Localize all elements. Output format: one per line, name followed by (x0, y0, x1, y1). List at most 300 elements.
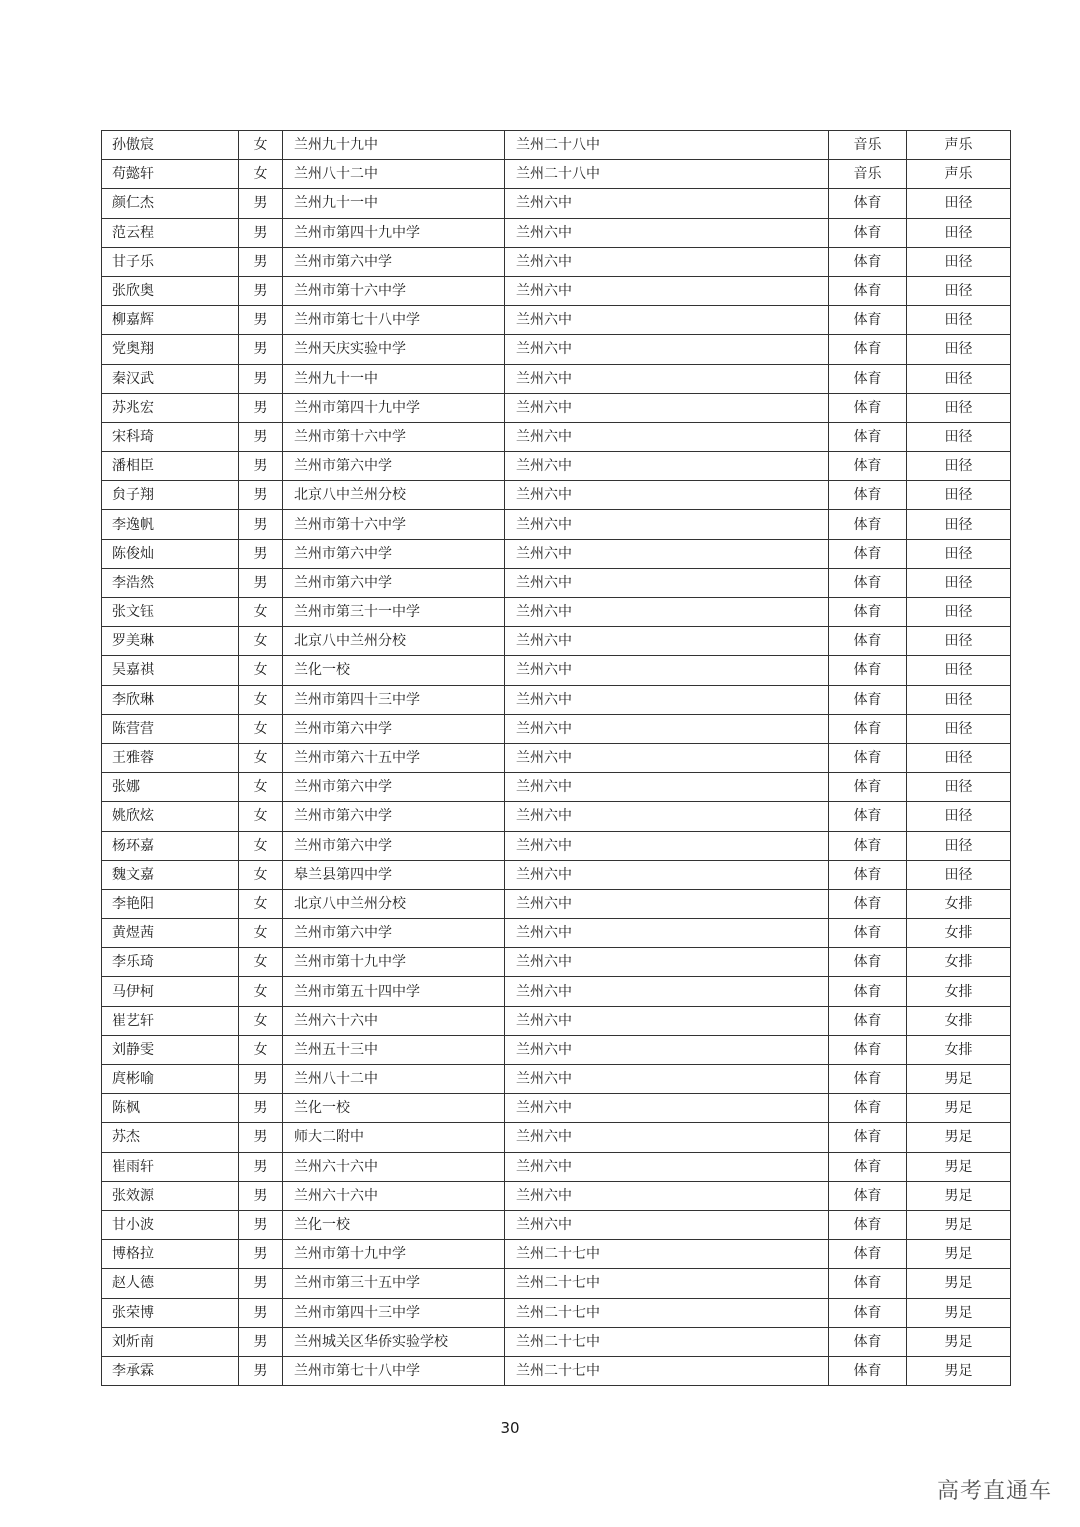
student-name-cell: 甘子乐 (102, 247, 239, 276)
table-row (102, 627, 1011, 656)
table-row (102, 131, 1011, 160)
admitted-school-cell: 兰州六中 (505, 452, 829, 481)
gender-cell: 男 (239, 189, 283, 218)
category-cell: 体育 (829, 1240, 907, 1269)
student-name-cell: 崔艺轩 (102, 1006, 239, 1035)
specialty-cell: 田径 (907, 539, 1011, 568)
gender-cell: 男 (239, 247, 283, 276)
student-name-cell: 李乐琦 (102, 948, 239, 977)
specialty-cell: 田径 (907, 598, 1011, 627)
table-row (102, 510, 1011, 539)
specialty-cell: 田径 (907, 247, 1011, 276)
gender-cell: 男 (239, 1269, 283, 1298)
table-row (102, 802, 1011, 831)
category-cell: 体育 (829, 539, 907, 568)
category-cell: 体育 (829, 977, 907, 1006)
gender-cell: 女 (239, 598, 283, 627)
original-school-cell: 北京八中兰州分校 (283, 481, 505, 510)
table-row (102, 919, 1011, 948)
specialty-cell: 田径 (907, 714, 1011, 743)
student-name-cell: 张文钰 (102, 598, 239, 627)
student-name-cell: 赵人德 (102, 1269, 239, 1298)
category-cell: 体育 (829, 452, 907, 481)
category-cell: 音乐 (829, 131, 907, 160)
gender-cell: 女 (239, 627, 283, 656)
original-school-cell: 兰州九十一中 (283, 364, 505, 393)
gender-cell: 女 (239, 1035, 283, 1064)
category-cell: 体育 (829, 393, 907, 422)
original-school-cell: 兰州八十二中 (283, 1065, 505, 1094)
table-row (102, 218, 1011, 247)
specialty-cell: 女排 (907, 1006, 1011, 1035)
table-row (102, 1065, 1011, 1094)
original-school-cell: 兰州市第七十八中学 (283, 306, 505, 335)
table-row (102, 1210, 1011, 1239)
original-school-cell: 兰州市第十九中学 (283, 1240, 505, 1269)
specialty-cell: 男足 (907, 1269, 1011, 1298)
admitted-school-cell: 兰州六中 (505, 773, 829, 802)
original-school-cell: 兰州市第六中学 (283, 568, 505, 597)
category-cell: 体育 (829, 919, 907, 948)
table-row (102, 276, 1011, 305)
table-row (102, 714, 1011, 743)
original-school-cell: 兰州六十六中 (283, 1152, 505, 1181)
admitted-school-cell: 兰州六中 (505, 1035, 829, 1064)
student-name-cell: 张娜 (102, 773, 239, 802)
student-name-cell: 张荣博 (102, 1298, 239, 1327)
gender-cell: 女 (239, 860, 283, 889)
student-name-cell: 苏杰 (102, 1123, 239, 1152)
specialty-cell: 男足 (907, 1123, 1011, 1152)
admitted-school-cell: 兰州六中 (505, 422, 829, 451)
student-table (101, 130, 1011, 1386)
student-name-cell: 颜仁杰 (102, 189, 239, 218)
admitted-school-cell: 兰州六中 (505, 598, 829, 627)
specialty-cell: 田径 (907, 743, 1011, 772)
gender-cell: 女 (239, 131, 283, 160)
gender-cell: 男 (239, 1240, 283, 1269)
specialty-cell: 声乐 (907, 160, 1011, 189)
original-school-cell: 兰州九十一中 (283, 189, 505, 218)
gender-cell: 女 (239, 977, 283, 1006)
student-name-cell: 苏兆宏 (102, 393, 239, 422)
category-cell: 体育 (829, 1356, 907, 1385)
gender-cell: 男 (239, 1327, 283, 1356)
student-name-cell: 杨环嘉 (102, 831, 239, 860)
table-row (102, 1356, 1011, 1385)
gender-cell: 女 (239, 656, 283, 685)
original-school-cell: 兰化一校 (283, 656, 505, 685)
original-school-cell: 北京八中兰州分校 (283, 889, 505, 918)
table-row (102, 1240, 1011, 1269)
original-school-cell: 兰州市第十九中学 (283, 948, 505, 977)
table-row (102, 364, 1011, 393)
specialty-cell: 男足 (907, 1356, 1011, 1385)
category-cell: 体育 (829, 218, 907, 247)
original-school-cell: 兰州市第四十三中学 (283, 685, 505, 714)
admitted-school-cell: 兰州六中 (505, 919, 829, 948)
gender-cell: 男 (239, 568, 283, 597)
specialty-cell: 女排 (907, 948, 1011, 977)
admitted-school-cell: 兰州六中 (505, 276, 829, 305)
student-name-cell: 贠子翔 (102, 481, 239, 510)
admitted-school-cell: 兰州六中 (505, 714, 829, 743)
specialty-cell: 田径 (907, 393, 1011, 422)
student-name-cell: 苟懿轩 (102, 160, 239, 189)
gender-cell: 男 (239, 276, 283, 305)
category-cell: 体育 (829, 743, 907, 772)
gender-cell: 女 (239, 685, 283, 714)
student-name-cell: 党奥翔 (102, 335, 239, 364)
admitted-school-cell: 兰州六中 (505, 656, 829, 685)
gender-cell: 男 (239, 481, 283, 510)
gender-cell: 女 (239, 773, 283, 802)
student-name-cell: 魏文嘉 (102, 860, 239, 889)
admitted-school-cell: 兰州六中 (505, 335, 829, 364)
table-row (102, 1298, 1011, 1327)
table-row (102, 481, 1011, 510)
original-school-cell: 皋兰县第四中学 (283, 860, 505, 889)
table-body (102, 131, 1011, 1386)
student-name-cell: 张效源 (102, 1181, 239, 1210)
original-school-cell: 兰州市第十六中学 (283, 276, 505, 305)
original-school-cell: 北京八中兰州分校 (283, 627, 505, 656)
gender-cell: 男 (239, 218, 283, 247)
specialty-cell: 田径 (907, 685, 1011, 714)
category-cell: 体育 (829, 773, 907, 802)
gender-cell: 女 (239, 889, 283, 918)
category-cell: 体育 (829, 189, 907, 218)
student-name-cell: 李承霖 (102, 1356, 239, 1385)
original-school-cell: 兰州市第六中学 (283, 831, 505, 860)
gender-cell: 女 (239, 802, 283, 831)
original-school-cell: 兰州市第六中学 (283, 247, 505, 276)
student-name-cell: 黄煜茜 (102, 919, 239, 948)
gender-cell: 女 (239, 160, 283, 189)
category-cell: 体育 (829, 422, 907, 451)
table-row (102, 160, 1011, 189)
admitted-school-cell: 兰州六中 (505, 364, 829, 393)
table-row (102, 860, 1011, 889)
admitted-school-cell: 兰州二十七中 (505, 1298, 829, 1327)
student-name-cell: 马伊柯 (102, 977, 239, 1006)
gender-cell: 男 (239, 335, 283, 364)
specialty-cell: 田径 (907, 627, 1011, 656)
category-cell: 体育 (829, 1094, 907, 1123)
category-cell: 体育 (829, 1298, 907, 1327)
admitted-school-cell: 兰州六中 (505, 393, 829, 422)
table-row (102, 1181, 1011, 1210)
gender-cell: 男 (239, 1152, 283, 1181)
student-name-cell: 崔雨轩 (102, 1152, 239, 1181)
category-cell: 体育 (829, 276, 907, 305)
gender-cell: 男 (239, 1298, 283, 1327)
admitted-school-cell: 兰州六中 (505, 189, 829, 218)
specialty-cell: 女排 (907, 1035, 1011, 1064)
specialty-cell: 田径 (907, 364, 1011, 393)
admitted-school-cell: 兰州六中 (505, 1065, 829, 1094)
table-row (102, 1269, 1011, 1298)
student-name-cell: 陈营营 (102, 714, 239, 743)
student-name-cell: 柳嘉辉 (102, 306, 239, 335)
category-cell: 体育 (829, 831, 907, 860)
admitted-school-cell: 兰州六中 (505, 977, 829, 1006)
original-school-cell: 兰州八十二中 (283, 160, 505, 189)
admitted-school-cell: 兰州六中 (505, 510, 829, 539)
admitted-school-cell: 兰州二十八中 (505, 160, 829, 189)
student-name-cell: 张欣奥 (102, 276, 239, 305)
student-name-cell: 陈俊灿 (102, 539, 239, 568)
original-school-cell: 兰州六十六中 (283, 1181, 505, 1210)
original-school-cell: 兰州市第六中学 (283, 452, 505, 481)
original-school-cell: 兰州市第四十九中学 (283, 393, 505, 422)
student-name-cell: 王雅蓉 (102, 743, 239, 772)
admitted-school-cell: 兰州六中 (505, 948, 829, 977)
category-cell: 体育 (829, 1327, 907, 1356)
category-cell: 体育 (829, 568, 907, 597)
table-row (102, 1152, 1011, 1181)
original-school-cell: 兰化一校 (283, 1094, 505, 1123)
gender-cell: 女 (239, 948, 283, 977)
table-row (102, 1327, 1011, 1356)
admitted-school-cell: 兰州二十七中 (505, 1269, 829, 1298)
category-cell: 体育 (829, 948, 907, 977)
admitted-school-cell: 兰州六中 (505, 1181, 829, 1210)
table-row (102, 773, 1011, 802)
student-name-cell: 甘小波 (102, 1210, 239, 1239)
watermark: 高考直通车 (936, 1479, 1052, 1504)
original-school-cell: 兰州市第六中学 (283, 919, 505, 948)
table-row (102, 539, 1011, 568)
specialty-cell: 男足 (907, 1298, 1011, 1327)
original-school-cell: 兰州城关区华侨实验学校 (283, 1327, 505, 1356)
student-name-cell: 吴嘉祺 (102, 656, 239, 685)
admitted-school-cell: 兰州六中 (505, 1006, 829, 1035)
category-cell: 体育 (829, 1269, 907, 1298)
category-cell: 体育 (829, 247, 907, 276)
student-name-cell: 姚欣炫 (102, 802, 239, 831)
category-cell: 音乐 (829, 160, 907, 189)
specialty-cell: 田径 (907, 802, 1011, 831)
student-name-cell: 陈枫 (102, 1094, 239, 1123)
category-cell: 体育 (829, 889, 907, 918)
admitted-school-cell: 兰州六中 (505, 831, 829, 860)
table-row (102, 422, 1011, 451)
table-row (102, 568, 1011, 597)
specialty-cell: 女排 (907, 889, 1011, 918)
specialty-cell: 田径 (907, 481, 1011, 510)
table-row (102, 831, 1011, 860)
original-school-cell: 兰州市第四十九中学 (283, 218, 505, 247)
admitted-school-cell: 兰州六中 (505, 481, 829, 510)
admitted-school-cell: 兰州六中 (505, 802, 829, 831)
gender-cell: 男 (239, 452, 283, 481)
table-row (102, 335, 1011, 364)
specialty-cell: 男足 (907, 1152, 1011, 1181)
specialty-cell: 田径 (907, 335, 1011, 364)
gender-cell: 女 (239, 714, 283, 743)
category-cell: 体育 (829, 335, 907, 364)
category-cell: 体育 (829, 1210, 907, 1239)
category-cell: 体育 (829, 1123, 907, 1152)
gender-cell: 男 (239, 1356, 283, 1385)
specialty-cell: 田径 (907, 773, 1011, 802)
category-cell: 体育 (829, 364, 907, 393)
student-name-cell: 罗美琳 (102, 627, 239, 656)
original-school-cell: 兰州市第六中学 (283, 539, 505, 568)
specialty-cell: 田径 (907, 452, 1011, 481)
student-name-cell: 李浩然 (102, 568, 239, 597)
specialty-cell: 田径 (907, 568, 1011, 597)
student-name-cell: 宋科琦 (102, 422, 239, 451)
admitted-school-cell: 兰州六中 (505, 1210, 829, 1239)
gender-cell: 男 (239, 306, 283, 335)
admitted-school-cell: 兰州六中 (505, 306, 829, 335)
gender-cell: 男 (239, 393, 283, 422)
student-name-cell: 李逸帆 (102, 510, 239, 539)
admitted-school-cell: 兰州六中 (505, 1152, 829, 1181)
gender-cell: 女 (239, 743, 283, 772)
student-name-cell: 刘炘南 (102, 1327, 239, 1356)
original-school-cell: 兰化一校 (283, 1210, 505, 1239)
category-cell: 体育 (829, 1035, 907, 1064)
gender-cell: 男 (239, 1065, 283, 1094)
category-cell: 体育 (829, 1181, 907, 1210)
gender-cell: 男 (239, 510, 283, 539)
original-school-cell: 兰州市第六十五中学 (283, 743, 505, 772)
gender-cell: 男 (239, 1210, 283, 1239)
specialty-cell: 田径 (907, 860, 1011, 889)
specialty-cell: 田径 (907, 276, 1011, 305)
category-cell: 体育 (829, 1065, 907, 1094)
original-school-cell: 兰州市第十六中学 (283, 422, 505, 451)
gender-cell: 男 (239, 364, 283, 393)
original-school-cell: 兰州市第六中学 (283, 714, 505, 743)
table-row (102, 743, 1011, 772)
table-row (102, 977, 1011, 1006)
admitted-school-cell: 兰州六中 (505, 743, 829, 772)
table-row (102, 452, 1011, 481)
student-name-cell: 范云程 (102, 218, 239, 247)
original-school-cell: 兰州市第七十八中学 (283, 1356, 505, 1385)
specialty-cell: 田径 (907, 831, 1011, 860)
student-name-cell: 庹彬喻 (102, 1065, 239, 1094)
table-row (102, 1094, 1011, 1123)
student-name-cell: 李艳阳 (102, 889, 239, 918)
original-school-cell: 兰州市第六中学 (283, 802, 505, 831)
specialty-cell: 田径 (907, 422, 1011, 451)
gender-cell: 男 (239, 539, 283, 568)
table-row (102, 948, 1011, 977)
table-row (102, 1035, 1011, 1064)
gender-cell: 女 (239, 1006, 283, 1035)
original-school-cell: 兰州市第五十四中学 (283, 977, 505, 1006)
specialty-cell: 男足 (907, 1327, 1011, 1356)
specialty-cell: 男足 (907, 1094, 1011, 1123)
admitted-school-cell: 兰州二十七中 (505, 1240, 829, 1269)
original-school-cell: 兰州九十九中 (283, 131, 505, 160)
category-cell: 体育 (829, 306, 907, 335)
specialty-cell: 女排 (907, 919, 1011, 948)
specialty-cell: 男足 (907, 1065, 1011, 1094)
original-school-cell: 兰州市第十六中学 (283, 510, 505, 539)
admitted-school-cell: 兰州六中 (505, 860, 829, 889)
specialty-cell: 女排 (907, 977, 1011, 1006)
admitted-school-cell: 兰州六中 (505, 568, 829, 597)
admitted-school-cell: 兰州六中 (505, 247, 829, 276)
category-cell: 体育 (829, 1006, 907, 1035)
original-school-cell: 兰州市第三十五中学 (283, 1269, 505, 1298)
specialty-cell: 男足 (907, 1181, 1011, 1210)
table-row (102, 656, 1011, 685)
original-school-cell: 师大二附中 (283, 1123, 505, 1152)
table-row (102, 889, 1011, 918)
admitted-school-cell: 兰州六中 (505, 218, 829, 247)
original-school-cell: 兰州五十三中 (283, 1035, 505, 1064)
student-name-cell: 博格拉 (102, 1240, 239, 1269)
specialty-cell: 田径 (907, 656, 1011, 685)
admitted-school-cell: 兰州二十八中 (505, 131, 829, 160)
specialty-cell: 田径 (907, 306, 1011, 335)
category-cell: 体育 (829, 685, 907, 714)
table-row (102, 1123, 1011, 1152)
category-cell: 体育 (829, 598, 907, 627)
category-cell: 体育 (829, 714, 907, 743)
admitted-school-cell: 兰州六中 (505, 889, 829, 918)
student-name-cell: 秦汉武 (102, 364, 239, 393)
original-school-cell: 兰州市第三十一中学 (283, 598, 505, 627)
specialty-cell: 田径 (907, 189, 1011, 218)
table-row (102, 247, 1011, 276)
table-row (102, 306, 1011, 335)
table-row (102, 598, 1011, 627)
student-name-cell: 潘相臣 (102, 452, 239, 481)
original-school-cell: 兰州天庆实验中学 (283, 335, 505, 364)
admitted-school-cell: 兰州六中 (505, 1123, 829, 1152)
category-cell: 体育 (829, 510, 907, 539)
gender-cell: 男 (239, 422, 283, 451)
student-name-cell: 孙傲宸 (102, 131, 239, 160)
specialty-cell: 声乐 (907, 131, 1011, 160)
category-cell: 体育 (829, 802, 907, 831)
category-cell: 体育 (829, 627, 907, 656)
gender-cell: 女 (239, 919, 283, 948)
admitted-school-cell: 兰州六中 (505, 539, 829, 568)
student-name-cell: 李欣琳 (102, 685, 239, 714)
gender-cell: 女 (239, 831, 283, 860)
gender-cell: 男 (239, 1123, 283, 1152)
table-row (102, 393, 1011, 422)
student-name-cell: 刘静雯 (102, 1035, 239, 1064)
category-cell: 体育 (829, 860, 907, 889)
table-row (102, 189, 1011, 218)
category-cell: 体育 (829, 481, 907, 510)
original-school-cell: 兰州六十六中 (283, 1006, 505, 1035)
page-number: 30 (500, 1419, 520, 1437)
specialty-cell: 男足 (907, 1210, 1011, 1239)
specialty-cell: 男足 (907, 1240, 1011, 1269)
category-cell: 体育 (829, 656, 907, 685)
admitted-school-cell: 兰州六中 (505, 627, 829, 656)
specialty-cell: 田径 (907, 510, 1011, 539)
category-cell: 体育 (829, 1152, 907, 1181)
specialty-cell: 田径 (907, 218, 1011, 247)
gender-cell: 男 (239, 1181, 283, 1210)
original-school-cell: 兰州市第六中学 (283, 773, 505, 802)
admitted-school-cell: 兰州二十七中 (505, 1356, 829, 1385)
admitted-school-cell: 兰州二十七中 (505, 1327, 829, 1356)
admitted-school-cell: 兰州六中 (505, 1094, 829, 1123)
